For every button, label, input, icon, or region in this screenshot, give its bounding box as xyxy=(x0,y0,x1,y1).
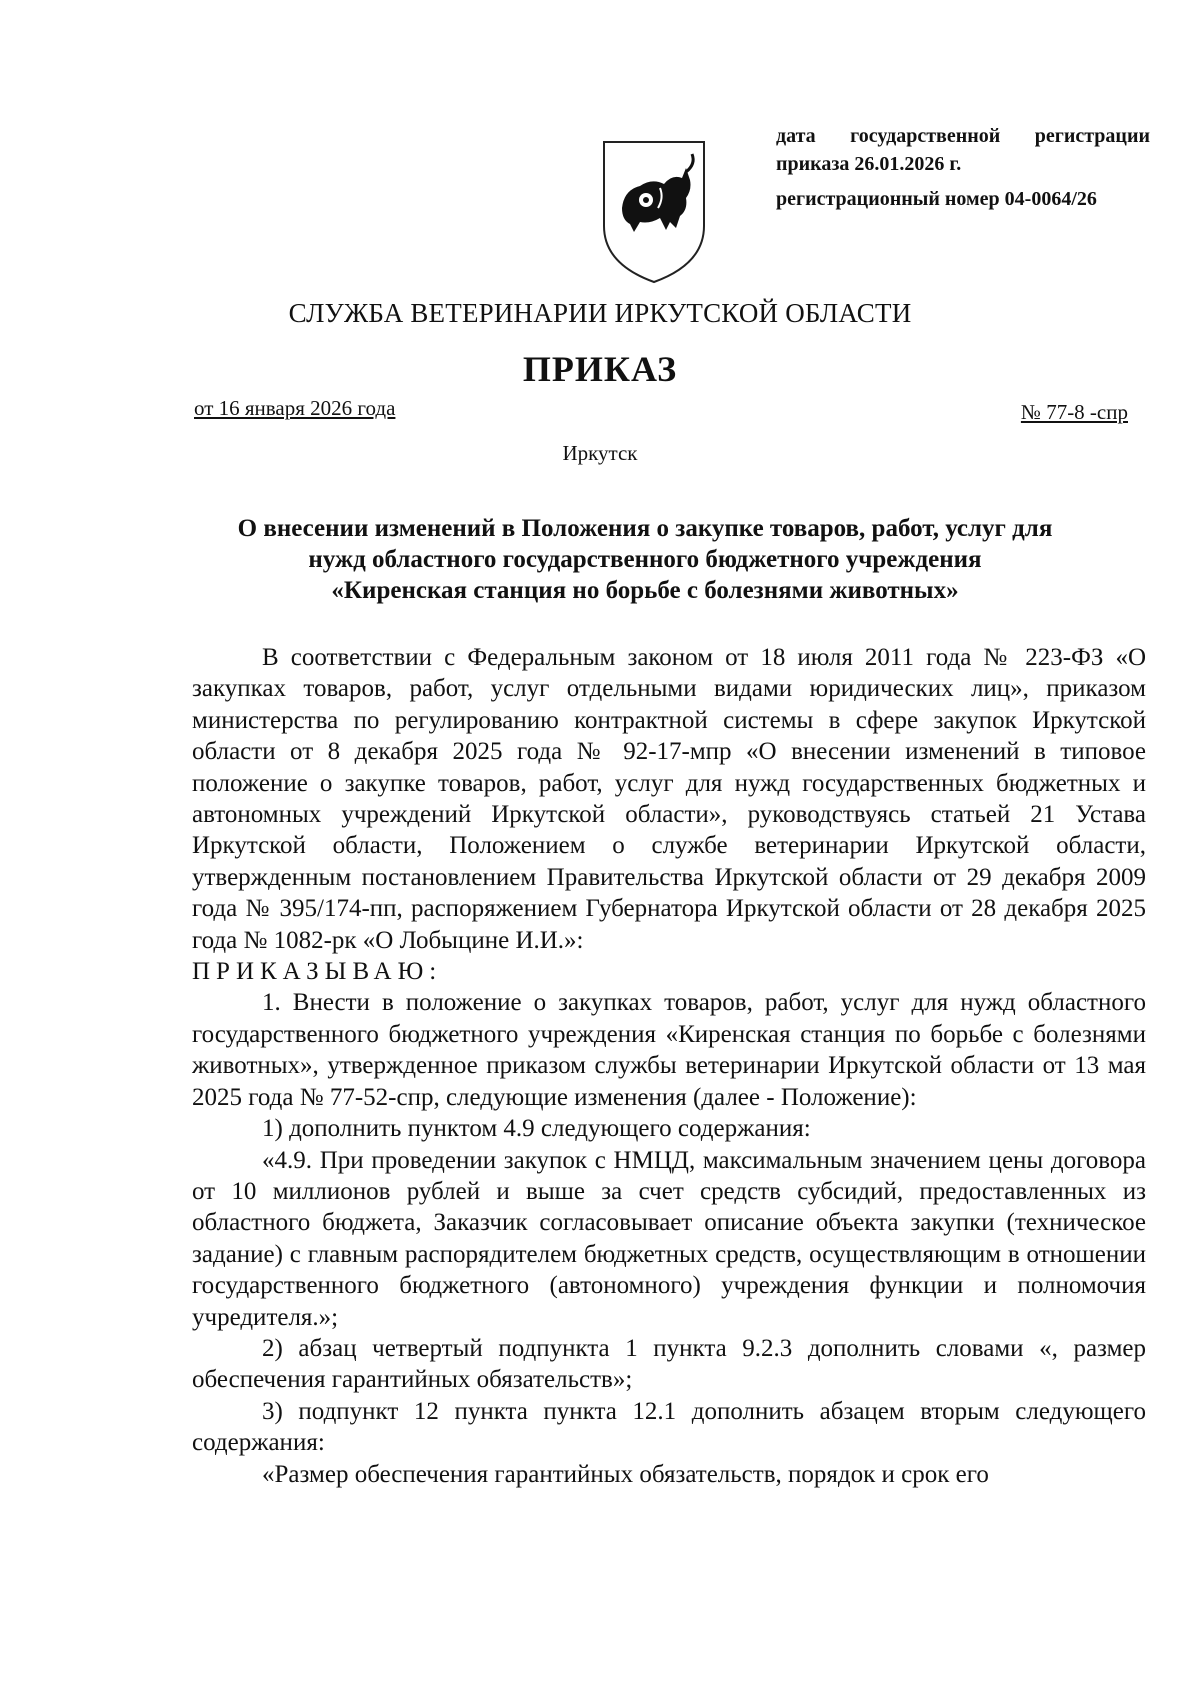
order-number: № 77-8 -спр xyxy=(1020,400,1128,424)
subitem-3-paragraph: 3) подпункт 12 пункта пункта 12.1 дополнить абзацем вторым следующего содержания: xyxy=(192,1397,1146,1457)
document-type: ПРИКАЗ xyxy=(522,349,678,389)
registration-number: регистрационный номер 04-0064/26 xyxy=(776,188,1097,210)
document-body xyxy=(192,642,1146,1490)
registration-line: дата государственной регистрации xyxy=(776,125,1150,147)
document-title xyxy=(160,513,1130,606)
organization-name: СЛУЖБА ВЕТЕРИНАРИИ ИРКУТСКОЙ ОБЛАСТИ xyxy=(288,298,912,328)
preamble-paragraph: В соответствии с Федеральным законом от 18 июля 2011 года № 223-ФЗ «О закупках товаров, работ, услуг отдельными видами юридических лиц», приказом министерства по регулированию контрактной системы в сфере закупок Иркутской области от 8 декабря 2025 года № 92-17-мпр «О внесении изменений в типовое положение о закупке товаров, работ, услуг для нужд государственных бюджетных и автономных учреждений Иркутской области», руководствуясь статьей 21 Устава Иркутской области, Положением о службе ветеринарии Иркутской области, утвержденным постановлением Правительства Иркутской области от 29 декабря 2009 года № 395/174-пп, распоряжением Губернатора Иркутской области от 28 декабря 2025 года № 1082-рк «О Лобыцине И.И.»: xyxy=(192,644,1146,954)
quote-warranty-paragraph: «Размер обеспечения гарантийных обязательств, порядок и срок его xyxy=(262,1460,989,1488)
registration-info xyxy=(776,122,1150,213)
title-line: «Киренская станция но борьбе с болезнями животных» xyxy=(331,577,959,604)
item-1-paragraph: 1. Внести в положение о закупках товаров, работ, услуг для нужд областного государственного бюджетного учреждения «Киренская станция по борьбе с болезнями животных», утвержденное приказом службы ветеринарии Иркутской области от 13 мая 2025 года № 77-52-спр, следующие изменения (далее - Положение): xyxy=(192,989,1146,1111)
order-word: ПРИКАЗЫВАЮ: xyxy=(192,958,443,986)
registration-date: приказа 26.01.2026 г. xyxy=(776,153,962,175)
subitem-2-paragraph: 2) абзац четвертый подпункта 1 пункта 9.2.3 дополнить словами «, размер обеспечения гарантийных обязательств»; xyxy=(192,1334,1146,1394)
title-line: нужд областного государственного бюджетного учреждения xyxy=(308,546,982,573)
order-date: от 16 января 2026 года xyxy=(194,396,396,420)
irkutsk-coat-of-arms-icon xyxy=(600,138,708,286)
city-name: Иркутск xyxy=(562,441,638,465)
title-line: О внесении изменений в Положения о закупке товаров, работ, услуг для xyxy=(237,515,1053,542)
quote-4-9-paragraph: «4.9. При проведении закупок с НМЦД, максимальным значением цены договора от 10 миллионов рублей и выше за счет средств субсидий, предоставленных из областного бюджета, Заказчик согласовывает описание объекта закупки (техническое задание) с главным распорядителем бюджетных средств, осуществляющим в отношении государственного бюджетного (автономного) учреждения функции и полномочия учредителя.»; xyxy=(192,1146,1146,1331)
subitem-1-paragraph: 1) дополнить пунктом 4.9 следующего содержания: xyxy=(262,1115,811,1143)
